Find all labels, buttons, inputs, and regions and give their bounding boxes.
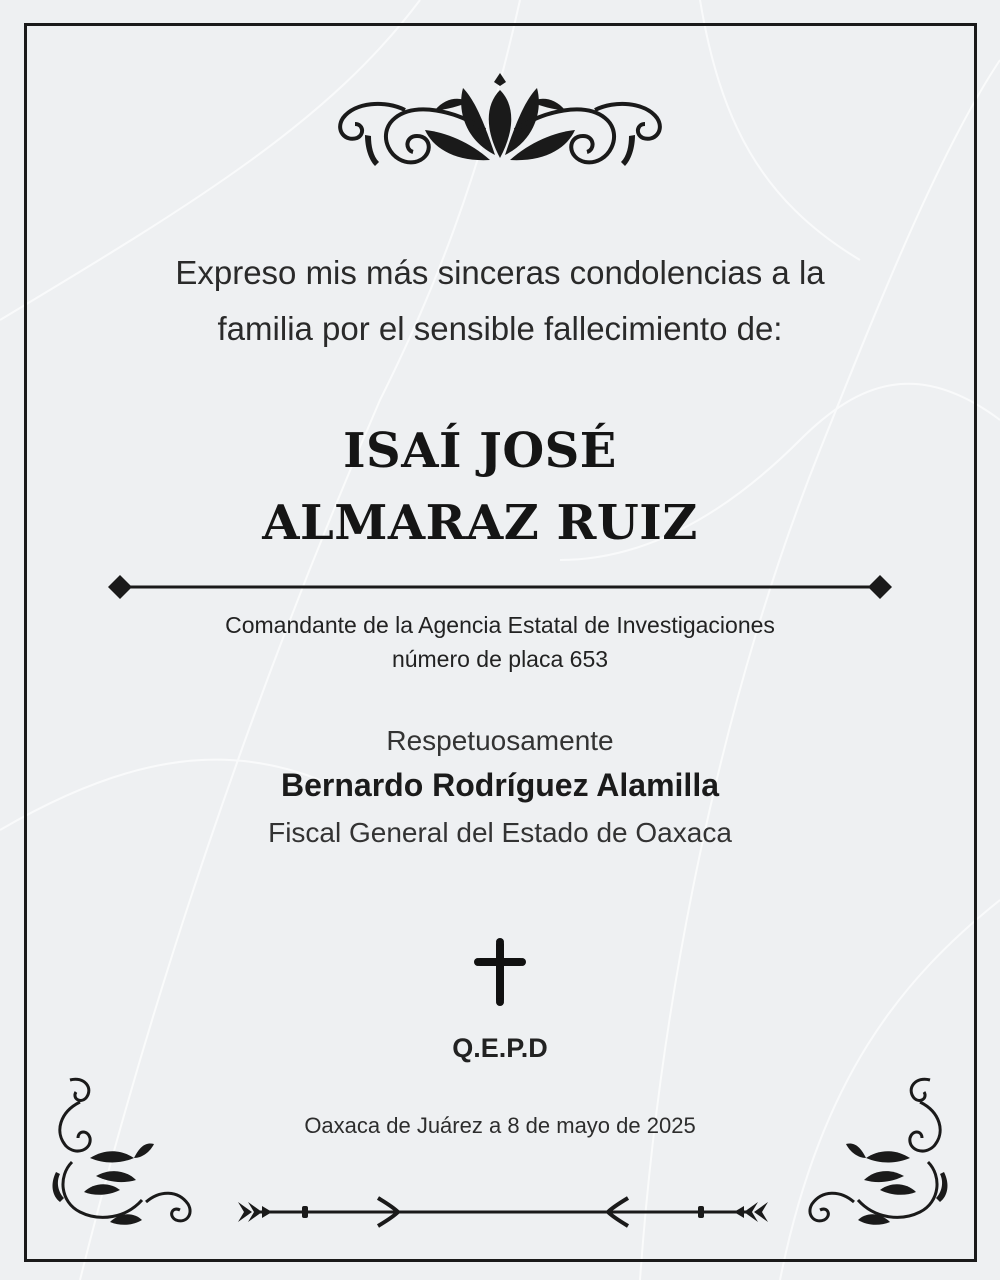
qepd-text: Q.E.P.D <box>452 1033 548 1063</box>
deceased-name <box>80 415 880 559</box>
corner-ornament-left-icon <box>50 1072 200 1232</box>
arrow-flourish-icon <box>238 1194 768 1230</box>
rank-line-2: número de placa 653 <box>391 646 609 672</box>
place-date: Oaxaca de Juárez a 8 de mayo de 2025 <box>304 1113 696 1138</box>
deceased-name-line-2: ALMARAZ RUIZ <box>262 495 698 551</box>
condolence-message <box>80 245 920 357</box>
condolence-line-1: Expreso mis más sinceras condolencias a la <box>175 254 825 291</box>
signer-office: Fiscal General del Estado de Oaxaca <box>268 817 732 848</box>
signer-name: Bernardo Rodríguez Alamilla <box>281 767 719 803</box>
deceased-name-line-1: ISAÍ JOSÉ <box>343 423 617 479</box>
corner-ornament-right-icon <box>800 1072 950 1232</box>
floral-ornament-icon <box>335 70 665 170</box>
rank-line-1: Comandante de la Agencia Estatal de Investigaciones <box>225 612 775 638</box>
respect-closing: Respetuosamente <box>386 725 614 756</box>
cross-icon <box>474 938 526 1006</box>
condolence-line-2: familia por el sensible fallecimiento de: <box>217 310 783 347</box>
deceased-rank <box>100 608 900 676</box>
diamond-divider <box>108 574 892 600</box>
